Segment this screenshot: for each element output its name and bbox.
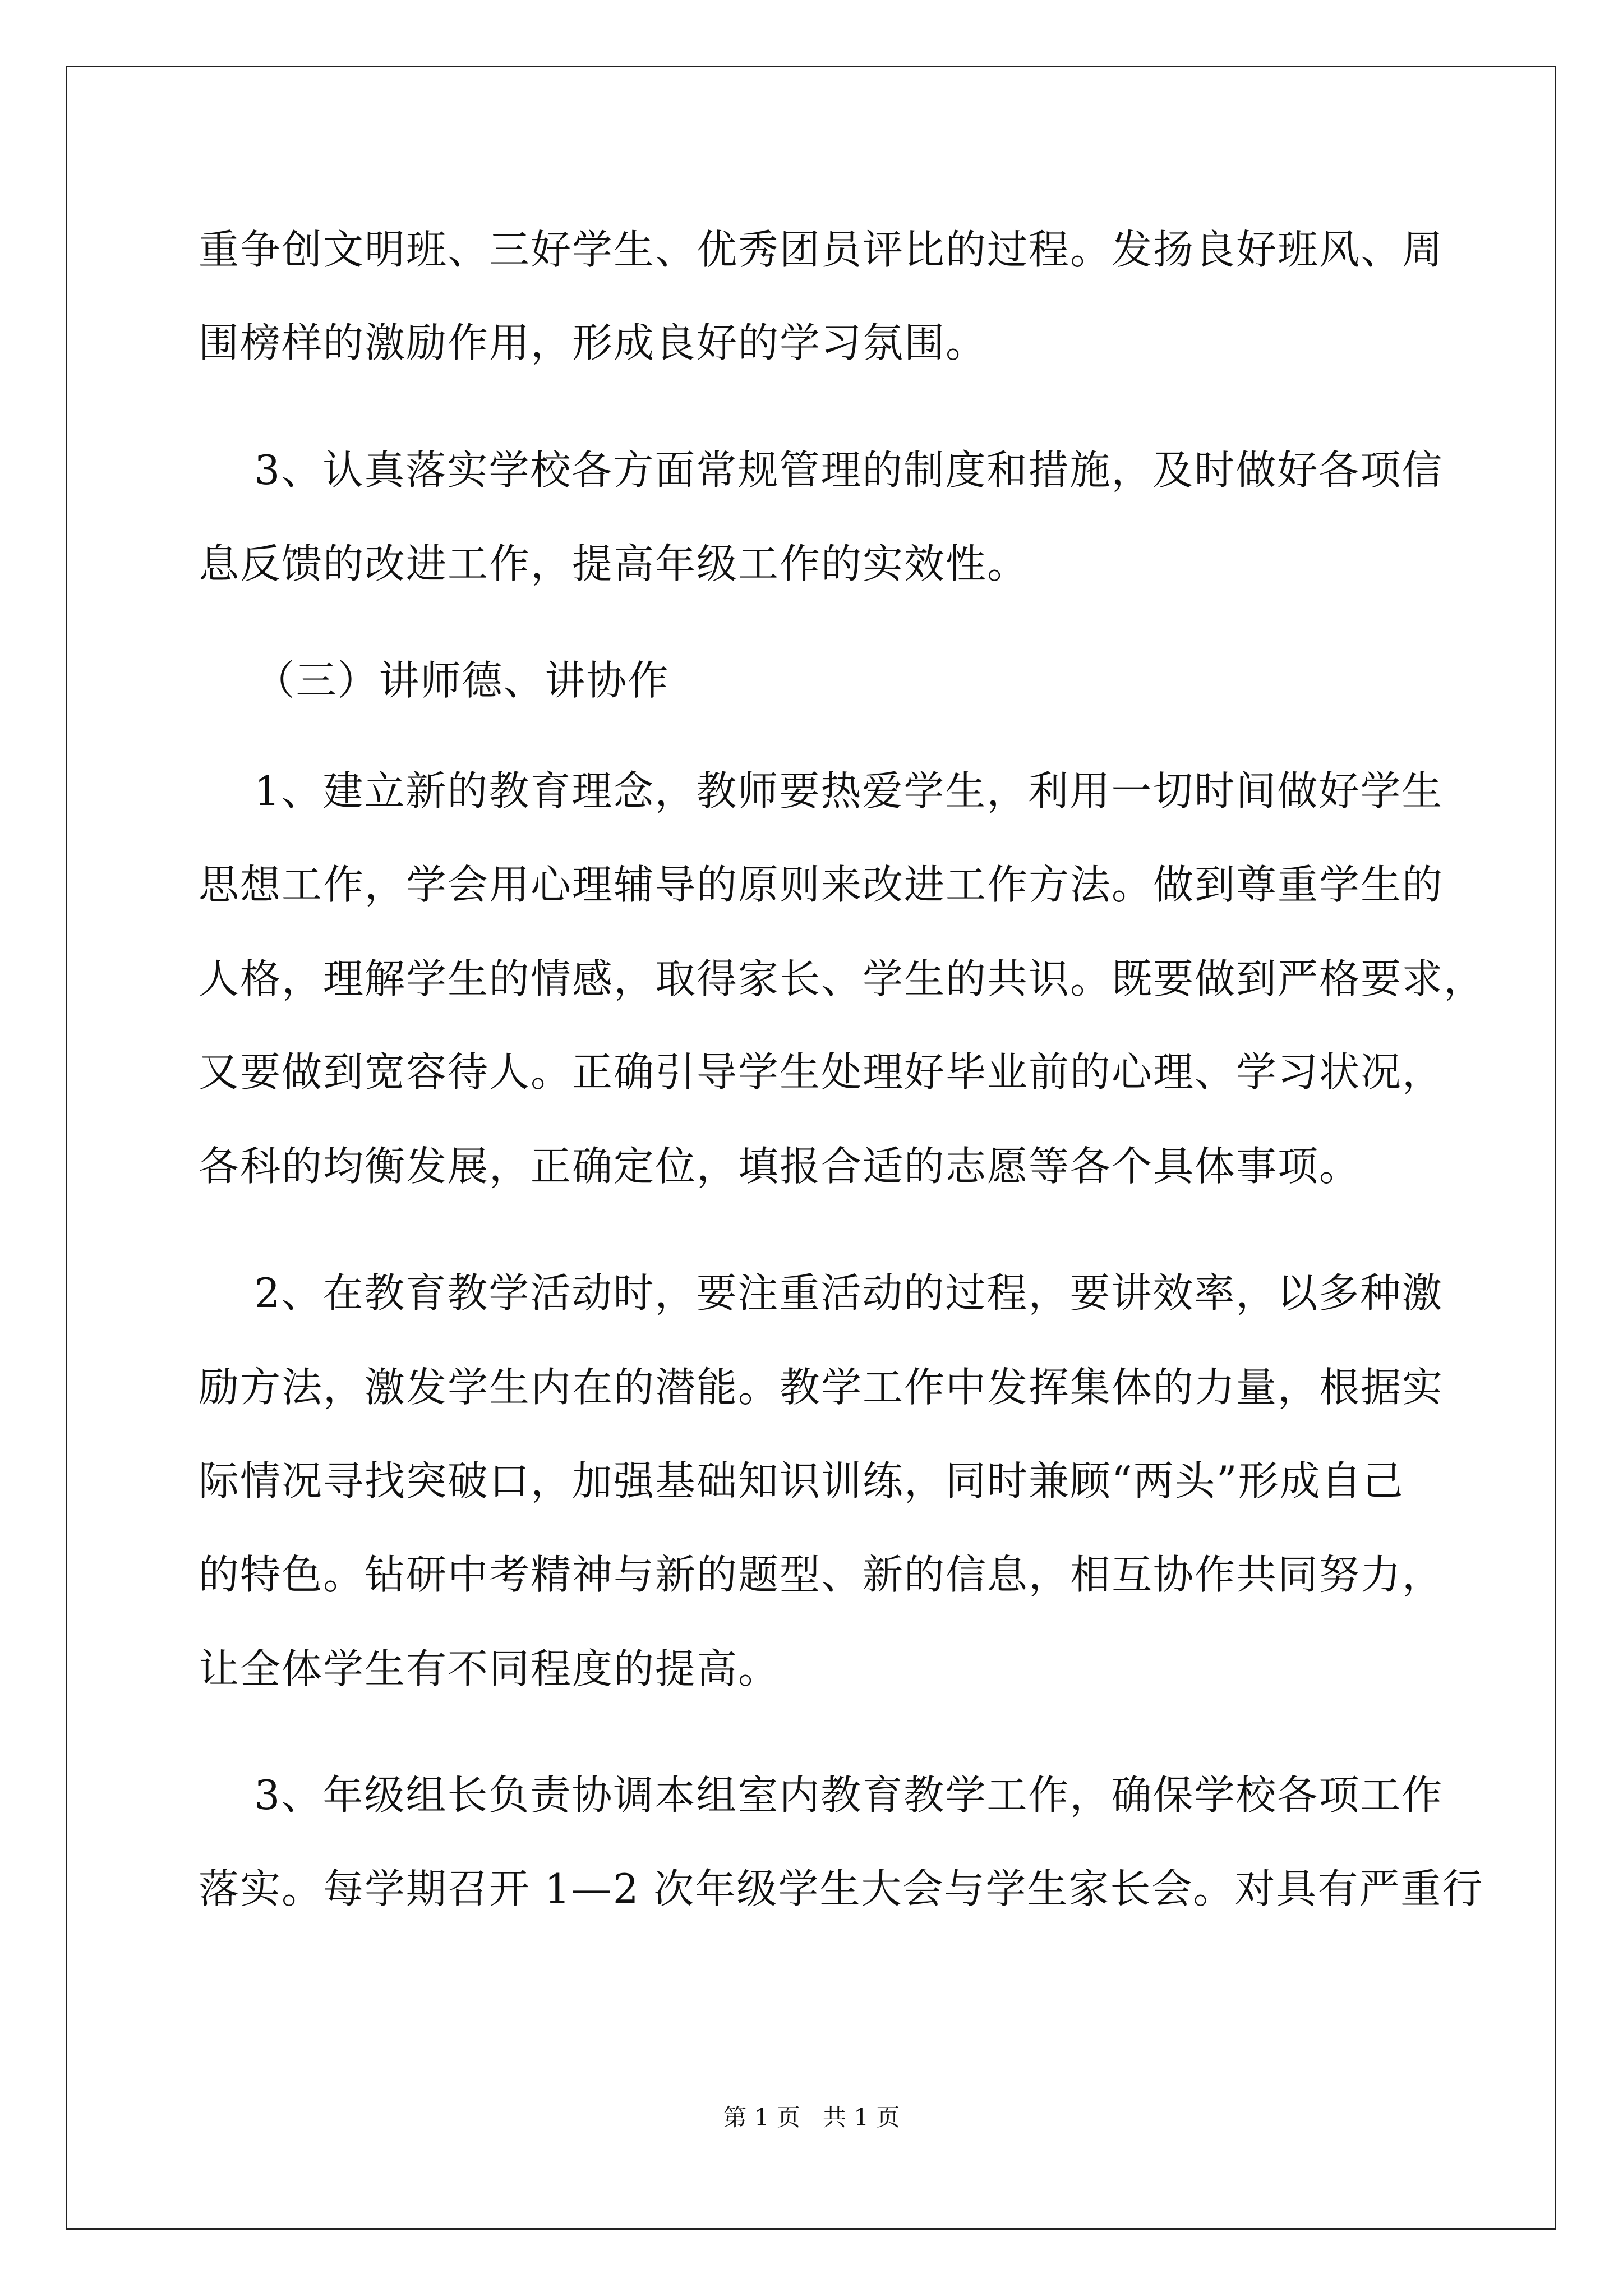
page-footer: 第 1 页 共 1 页 [723,2104,900,2131]
text-line: 2、在教育教学活动时，要注重活动的过程，要讲效率，以多种激 [199,1269,1444,1317]
text-line: 落实。每学期召开 1—2 次年级学生大会与学生家长会。对具有严重行 [199,1865,1484,1912]
text-line: 息反馈的改进工作，提高年级工作的实效性。 [199,540,1029,587]
text-line: 3、年级组长负责协调本组室内教育教学工作，确保学校各项工作 [199,1772,1444,1819]
text-line: 重争创文明班、三好学生、优秀团员评比的过程。发扬良好班风、周 [199,226,1444,273]
section-heading: （三）讲师德、讲协作 [199,657,670,704]
text-line: 励方法，激发学生内在的潜能。教学工作中发挥集体的力量，根据实 [199,1364,1444,1411]
text-line: 人格，理解学生的情感，取得家长、学生的共识。既要做到严格要求， [199,955,1486,1002]
text-line: 1、建立新的教育理念，教师要热爱学生，利用一切时间做好学生 [199,767,1444,815]
text-line: 的特色。钻研中考精神与新的题型、新的信息，相互协作共同努力， [199,1551,1444,1598]
text-line: 围榜样的激励作用，形成良好的学习氛围。 [199,319,988,366]
text-line: 际情况寻找突破口，加强基础知识训练，同时兼顾“两头”形成自己 [199,1457,1404,1504]
text-line: 又要做到宽容待人。正确引导学生处理好毕业前的心理、学习状况， [199,1048,1444,1096]
text-line: 思想工作，学会用心理辅导的原则来改进工作方法。做到尊重学生的 [199,861,1444,908]
text-line: 3、认真落实学校各方面常规管理的制度和措施，及时做好各项信 [199,447,1444,494]
text-line: 让全体学生有不同程度的提高。 [199,1645,780,1692]
text-line: 各科的均衡发展，正确定位，填报合适的志愿等各个具体事项。 [199,1143,1361,1190]
